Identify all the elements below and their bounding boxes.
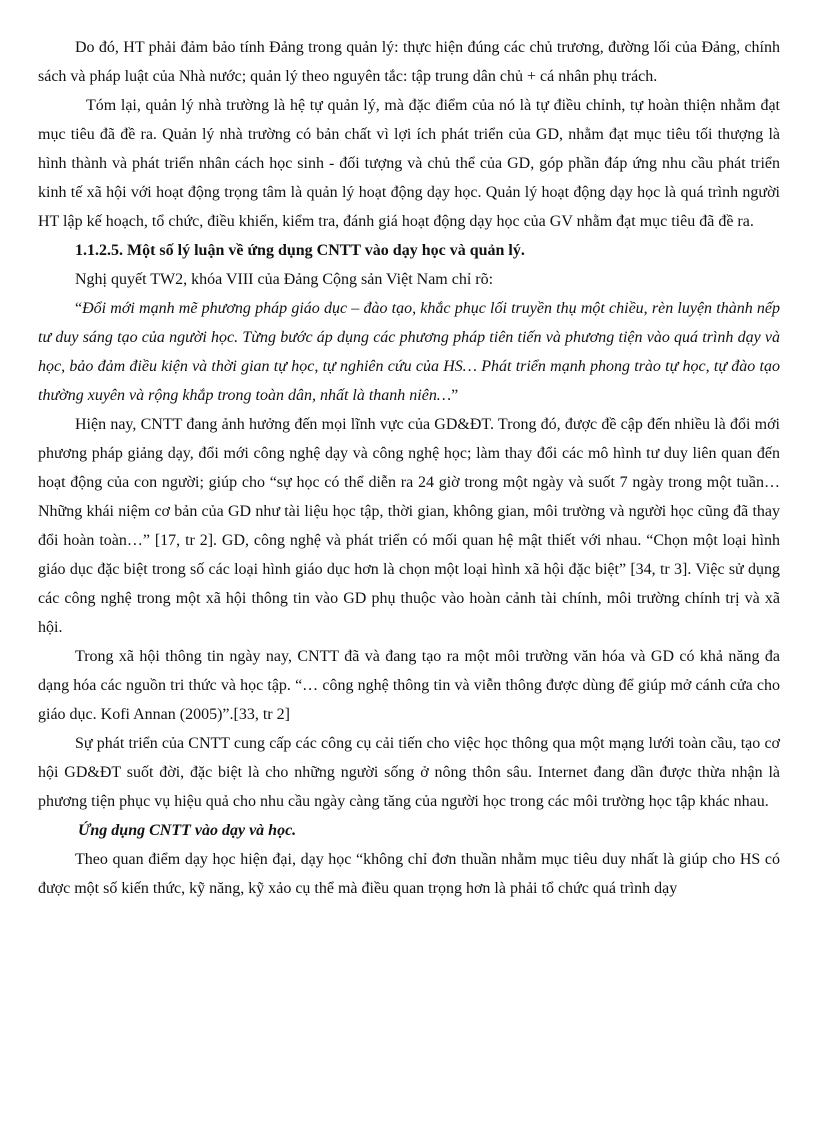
subsection-heading: Ứng dụng CNTT vào dạy và học. [78, 822, 297, 839]
paragraph-ict-influence: Hiện nay, CNTT đang ảnh hưởng đến mọi lĩnh vực của GD&ĐT. Trong đó, được đề cập đến nhiều là đổi mới phương pháp giảng dạy, đổi mới công nghệ dạy và công nghệ học; làm thay đổi các mô hình tư duy liên quan đến hoạt động của con người; giúp cho “sự học có thể diễn ra 24 giờ trong một ngày và suốt 7 ngày trong một tuần… Những khái niệm cơ bản của GD như tài liệu học tập, thời gian, không gian, môi trường và người học cũng đã thay đổi hoàn toàn…” [17, tr 2]. GD, công nghệ và phát triển có mối quan hệ mật thiết với nhau. “Chọn một loại hình giáo dục đặc biệt trong số các loại hình giáo dục hơn là chọn một loại hình xã hội đặc biệt” [34, tr 3]. Việc sử dụng các công nghệ trong một xã hội thông tin vào GD phụ thuộc vào hoàn cảnh tài chính, môi trường chính trị và xã hội. [38, 416, 780, 636]
section-heading: 1.1.2.5. Một số lý luận về ứng dụng CNTT vào dạy học và quản lý. [75, 242, 525, 259]
document-page [38, 33, 780, 903]
paragraph-modern-teaching: Theo quan điểm dạy học hiện đại, dạy học “không chỉ đơn thuần nhằm mục tiêu duy nhất là giúp cho HS có được một số kiến thức, kỹ năng, kỹ xảo cụ thể mà điều quan trọng hơn là phải tổ chức quá trình dạy [38, 851, 780, 897]
paragraph-information-society: Trong xã hội thông tin ngày nay, CNTT đã và đang tạo ra một môi trường văn hóa và GD có khả năng đa dạng hóa các nguồn tri thức và học tập. “… công nghệ thông tin và viễn thông được dùng để giúp mở cánh cửa cho giáo dục. Kofi Annan (2005)”.[33, tr 2] [38, 648, 780, 723]
paragraph-ict-development: Sự phát triển của CNTT cung cấp các công cụ cải tiến cho việc học thông qua một mạng lưới toàn cầu, tạo cơ hội GD&ĐT suốt đời, đặc biệt là cho những người sống ở nông thôn sâu. Internet đang dần được thừa nhận là phương tiện phục vụ hiệu quả cho nhu cầu ngày càng tăng của người học trong các môi trường học tập khác nhau. [38, 735, 780, 810]
quote-close-mark: ” [451, 387, 459, 404]
paragraph-resolution-quote [38, 294, 780, 410]
paragraph-resolution-intro: Nghị quyết TW2, khóa VIII của Đảng Cộng sản Việt Nam chỉ rõ: [75, 271, 494, 288]
quote-text: Đổi mới mạnh mẽ phương pháp giáo dục – đào tạo, khắc phục lối truyền thụ một chiều, rèn luyện thành nếp tư duy sáng tạo của người học. Từng bước áp dụng các phương pháp tiên tiến và phương tiện vào quá trình dạy và học, bảo đảm điều kiện và thời gian tự học, tự nghiên cứu của HS… Phát triển mạnh phong trào tự học, tự đào tạo thường xuyên và rộng khắp trong toàn dân, nhất là thanh niên… [38, 300, 780, 404]
paragraph-party-principle: Do đó, HT phải đảm bảo tính Đảng trong quản lý: thực hiện đúng các chủ trương, đường lối của Đảng, chính sách và pháp luật của Nhà nước; quản lý theo nguyên tắc: tập trung dân chủ + cá nhân phụ trách. [38, 39, 780, 85]
paragraph-summary: Tóm lại, quản lý nhà trường là hệ tự quản lý, mà đặc điểm của nó là tự điều chỉnh, tự hoàn thiện nhằm đạt mục tiêu đã đề ra. Quản lý nhà trường có bản chất vì lợi ích phát triển của GD, nhằm đạt mục tiêu tối thượng là hình thành và phát triển nhân cách học sinh - đối tượng và chủ thể của GD, góp phần đáp ứng nhu cầu phát triển kinh tế xã hội với hoạt động trọng tâm là quản lý hoạt động dạy học. Quản lý hoạt động dạy học là quá trình người HT lập kế hoạch, tổ chức, điều khiển, kiểm tra, đánh giá hoạt động dạy học của GV nhằm đạt mục tiêu đã đề ra. [38, 97, 780, 230]
quote-open-mark: “ [75, 300, 83, 317]
